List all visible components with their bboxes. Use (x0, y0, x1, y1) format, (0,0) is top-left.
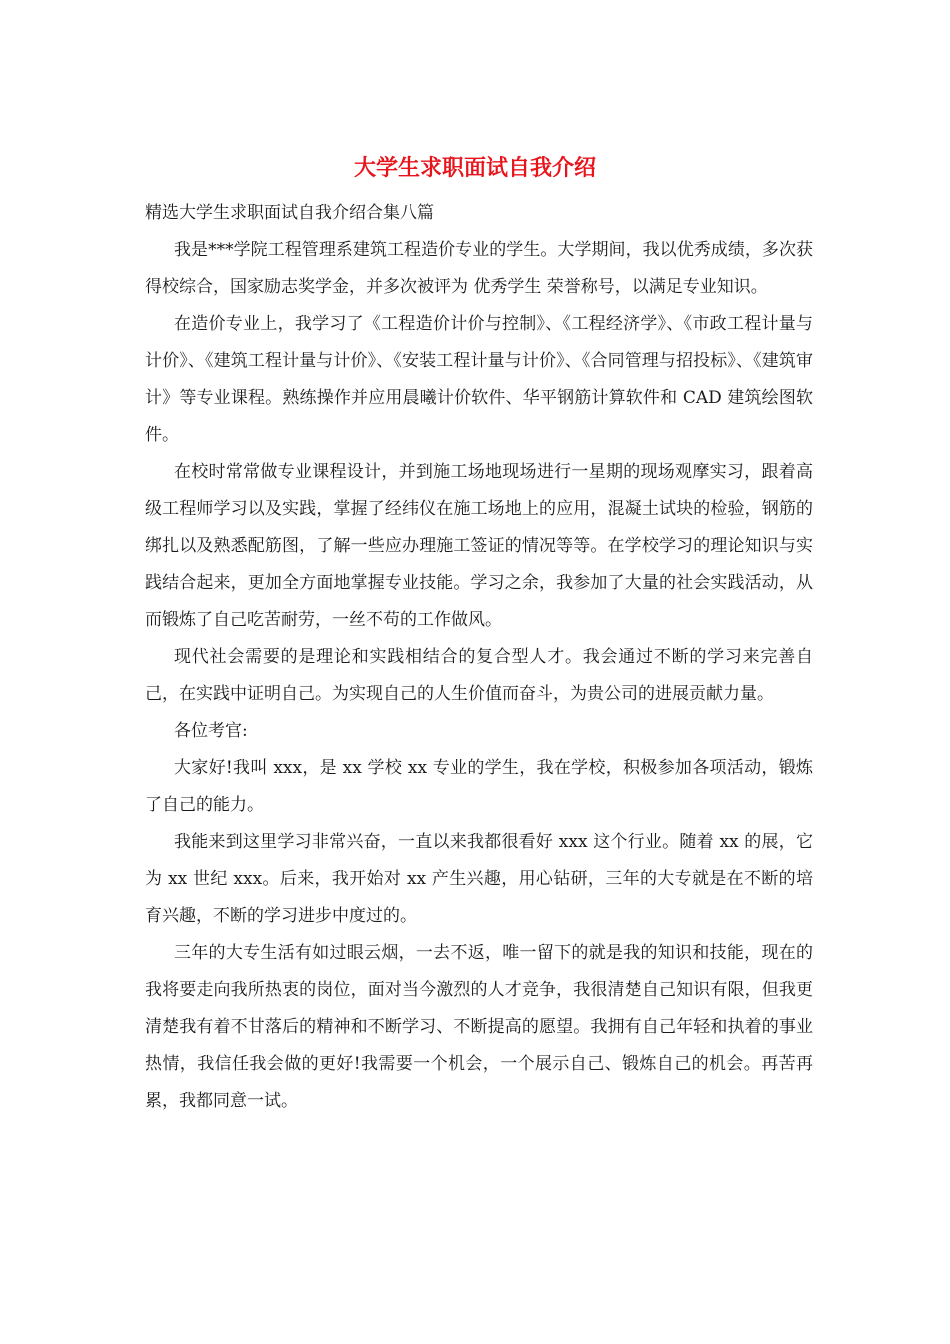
paragraph-interest: 我能来到这里学习非常兴奋，一直以来我都很看好 xxx 这个行业。随着 xx 的展，它为 xx 世纪 xxx。后来，我开始对 xx 产生兴趣，用心钻研，三年的大专就是在不断的培育兴趣，不断的学习进步中度过的。 (145, 832, 813, 926)
paragraph-courses: 在造价专业上，我学习了《工程造价计价与控制》、《工程经济学》、《市政工程计量与计价》、《建筑工程计量与计价》、《安装工程计量与计价》、《合同管理与招投标》、《建筑审计》等专业课程。熟练操作并应用晨曦计价软件、华平钢筋计算软件和 CAD 建筑绘图软件。 (145, 314, 813, 445)
document-body (145, 195, 813, 1120)
paragraph-goals: 现代社会需要的是理论和实践相结合的复合型人才。我会通过不断的学习来完善自己，在实践中证明自己。为实现自己的人生价值而奋斗，为贵公司的进展贡献力量。 (145, 647, 813, 704)
document-subtitle: 精选大学生求职面试自我介绍合集八篇 (145, 203, 434, 223)
paragraph-self-intro: 大家好!我叫 xxx，是 xx 学校 xx 专业的学生，我在学校，积极参加各项活动，锻炼了自己的能力。 (145, 758, 813, 815)
paragraph-intro: 我是***学院工程管理系建筑工程造价专业的学生。大学期间，我以优秀成绩，多次获得校综合，国家励志奖学金，并多次被评为 优秀学生 荣誉称号，以满足专业知识。 (145, 240, 813, 297)
paragraph-practice: 在校时常常做专业课程设计，并到施工场地现场进行一星期的现场观摩实习，跟着高级工程师学习以及实践，掌握了经纬仪在施工场地上的应用，混凝土试块的检验，钢筋的绑扎以及熟悉配筋图，了解一些应办理施工签证的情况等等。在学校学习的理论知识与实践结合起来，更加全方面地掌握专业技能。学习之余，我参加了大量的社会实践活动，从而锻炼了自己吃苦耐劳，一丝不苟的工作做风。 (145, 462, 813, 630)
document-title: 大学生求职面试自我介绍 (353, 155, 596, 181)
paragraph-greeting: 各位考官: (174, 721, 248, 741)
paragraph-closing: 三年的大专生活有如过眼云烟，一去不返，唯一留下的就是我的知识和技能，现在的我将要走向我所热衷的岗位，面对当今激烈的人才竞争，我很清楚自己知识有限，但我更清楚我有着不甘落后的精神和不断学习、不断提高的愿望。我拥有自己年轻和执着的事业热情，我信任我会做的更好!我需要一个机会，一个展示自己、锻炼自己的机会。再苦再累，我都同意一试。 (145, 943, 813, 1111)
